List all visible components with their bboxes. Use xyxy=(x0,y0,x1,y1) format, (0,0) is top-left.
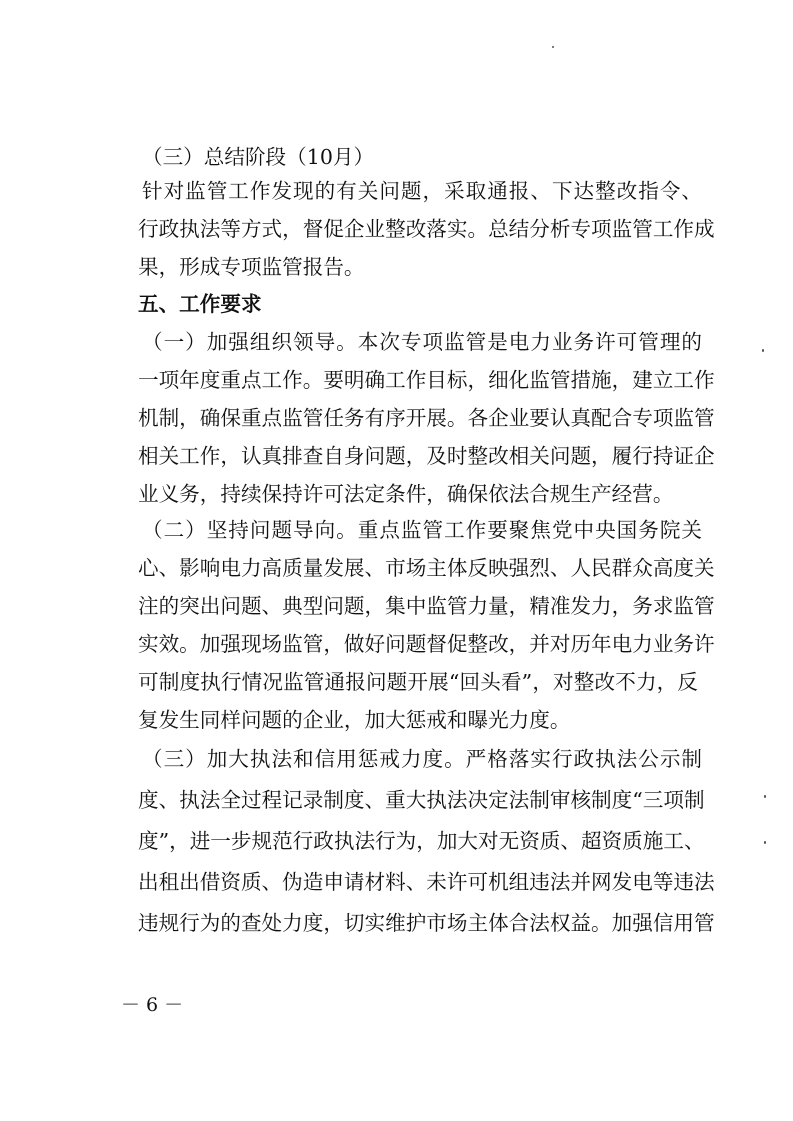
paragraph-line: 果，形成专项监管报告。 xyxy=(138,255,365,279)
paragraph-line: （三）加大执法和信用惩戒力度。严格落实行政执法公示制 xyxy=(142,747,702,771)
scan-speck xyxy=(552,46,554,48)
scan-speck xyxy=(764,841,766,844)
paragraph-line: 注的突出问题、典型问题，集中监管力量，精准发力，务求监管 xyxy=(138,594,715,618)
paragraph-line: 实效。加强现场监管，做好问题督促整改，并对历年电力业务许 xyxy=(138,632,715,656)
section5-heading: 五、工作要求 xyxy=(138,292,262,316)
paragraph-line: （一）加强组织领导。本次专项监管是电力业务许可管理的 xyxy=(142,330,702,354)
paragraph-line: 相关工作，认真排查自身问题，及时整改相关问题，履行持证企 xyxy=(138,444,715,468)
paragraph-line: 行政执法等方式，督促企业整改落实。总结分析专项监管工作成 xyxy=(138,217,715,241)
paragraph-line: 度、执法全过程记录制度、重大执法决定法制审核制度“三项制 xyxy=(138,788,705,812)
paragraph-line: 一项年度重点工作。要明确工作目标，细化监管措施，建立工作 xyxy=(138,368,715,392)
section3-title: （三）总结阶段（10月） xyxy=(142,145,375,169)
paragraph-line: （二）坚持问题导向。重点监管工作要聚焦党中央国务院关 xyxy=(142,518,702,542)
paragraph-line: 出租出借资质、伪造申请材料、未许可机组违法并网发电等违法 xyxy=(138,870,715,894)
paragraph-line: 针对监管工作发现的有关问题，采取通报、下达整改指令、 xyxy=(142,179,702,203)
page-number: － 6 － xyxy=(121,994,184,1016)
paragraph-line: 心、影响电力高质量发展、市场主体反映强烈、人民群众高度关 xyxy=(138,556,715,580)
scan-speck xyxy=(762,349,764,352)
paragraph-line: 业义务，持续保持许可法定条件，确保依法合规生产经营。 xyxy=(138,482,674,506)
paragraph-line: 可制度执行情况监管通报问题开展“回头看”，对整改不力，反 xyxy=(138,670,698,694)
paragraph-line: 度”，进一步规范行政执法行为，加大对无资质、超资质施工、 xyxy=(138,829,705,853)
paragraph-line: 机制，确保重点监管任务有序开展。各企业要认真配合专项监管 xyxy=(138,406,715,430)
paragraph-line: 违规行为的查处力度，切实维护市场主体合法权益。加强信用管 xyxy=(138,911,715,935)
scan-speck xyxy=(764,795,766,798)
paragraph-line: 复发生同样问题的企业，加大惩戒和曝光力度。 xyxy=(138,708,571,732)
